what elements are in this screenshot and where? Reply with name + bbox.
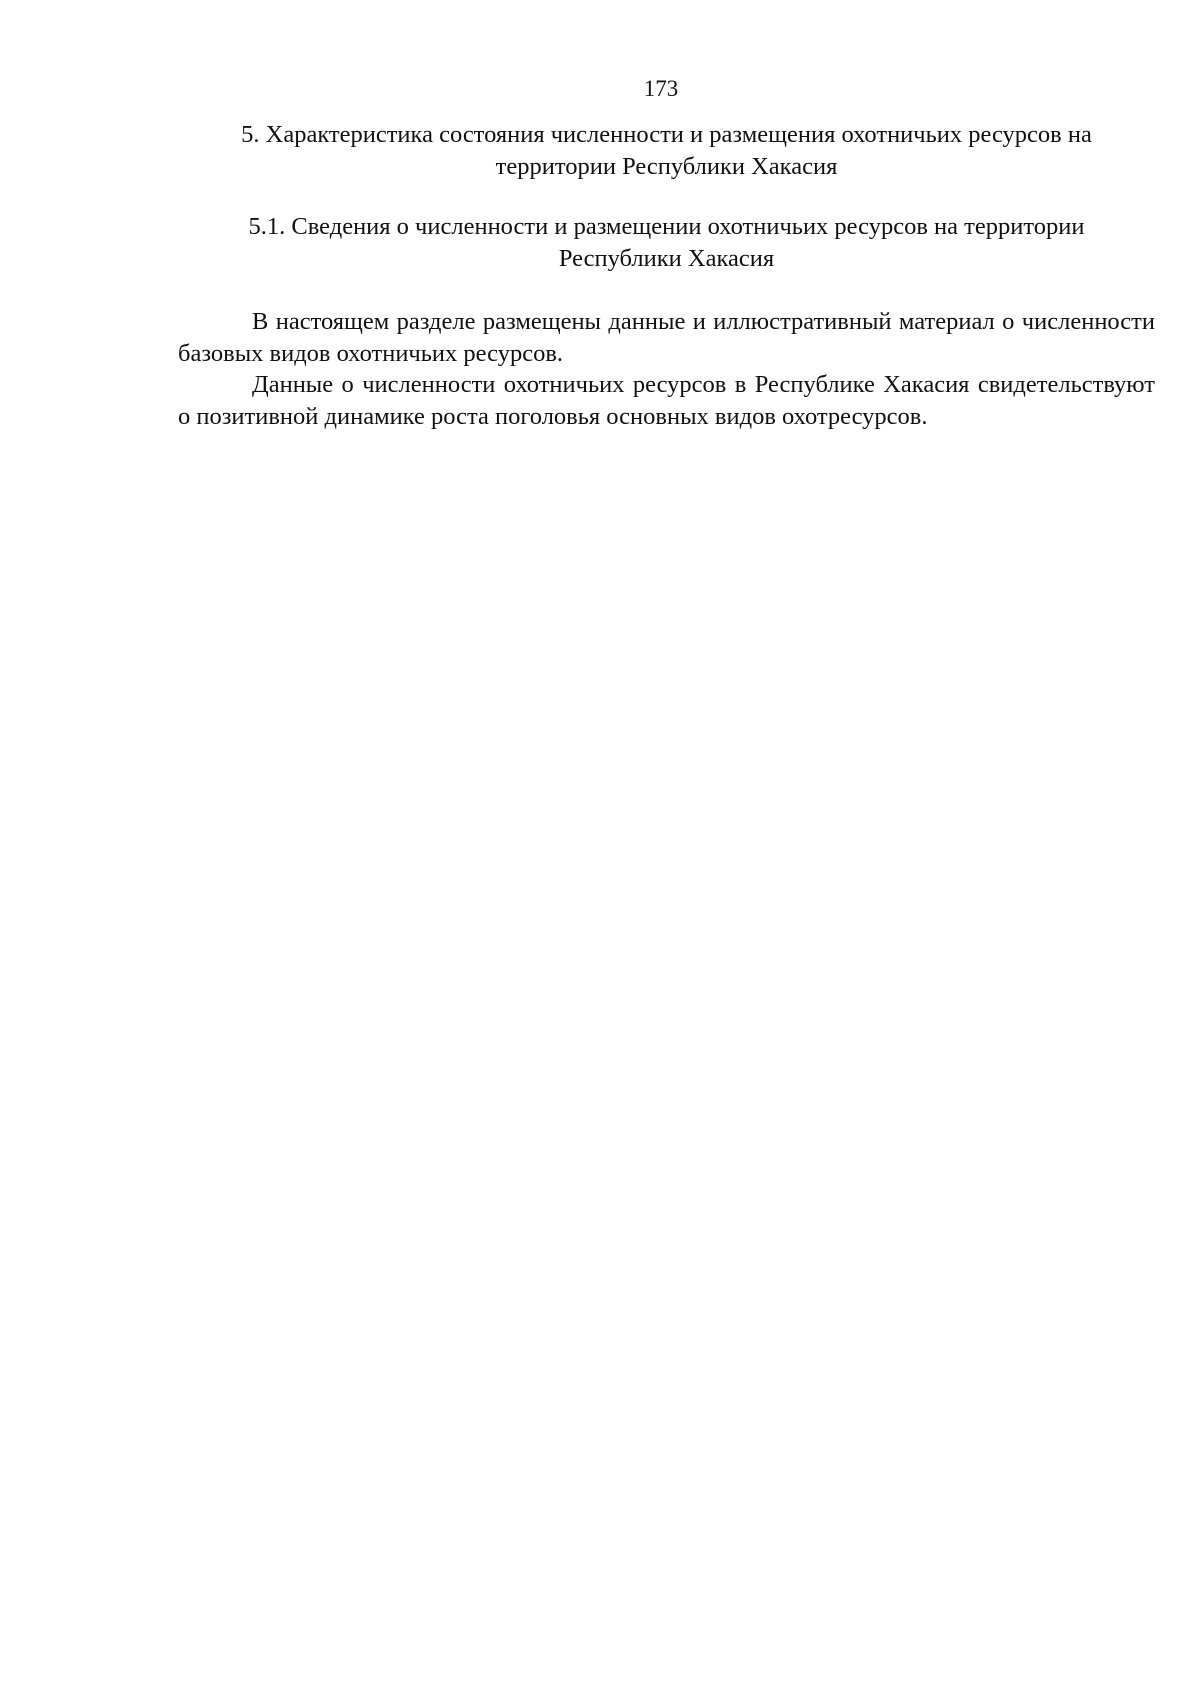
subsection-heading-line-1: 5.1. Сведения о численности и размещении охотничьих ресурсов на территории	[248, 213, 1085, 240]
section-heading	[178, 119, 1155, 182]
section-heading-line-1: 5. Характеристика состояния численности и размещения охотничьих ресурсов на	[241, 121, 1092, 148]
section-heading-line-2: территории Республики Хакасия	[495, 152, 838, 180]
subsection-heading-line-2: Республики Хакасия	[558, 244, 775, 272]
page-content	[178, 119, 1155, 432]
page-number: 173	[643, 76, 679, 101]
body-paragraph-1: В настоящем разделе размещены данные и иллюстративный материал о численности базовых видов охотничьих ресурсов.	[178, 308, 1155, 367]
subsection-heading	[178, 211, 1155, 274]
body-paragraph-2: Данные о численности охотничьих ресурсов в Республике Хакасия свидетельствуют о позитивной динамике роста поголовья основных видов охотресурсов.	[178, 371, 1155, 430]
